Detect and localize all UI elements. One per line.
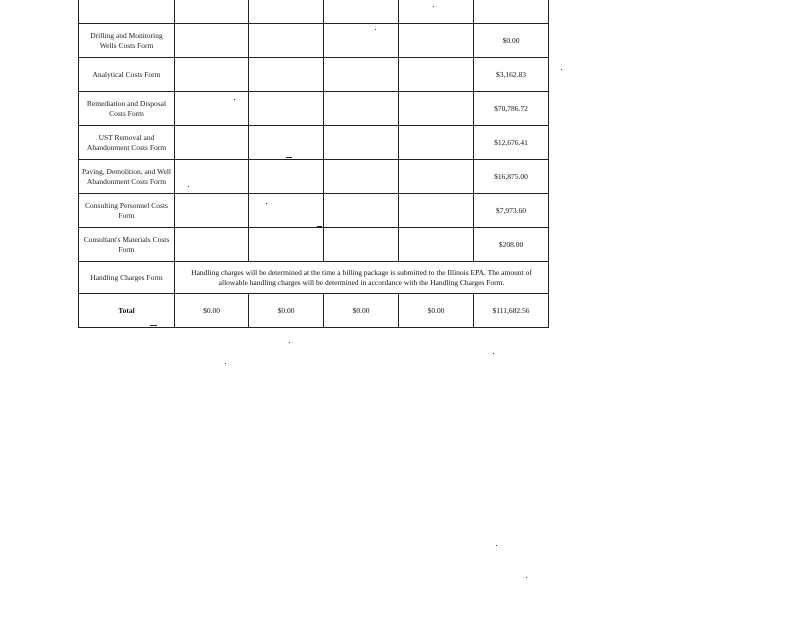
scan-dash bbox=[286, 157, 292, 158]
budget-summary-table bbox=[78, 0, 549, 328]
scan-dash bbox=[317, 226, 322, 227]
handling-charges-row bbox=[79, 262, 549, 294]
table-row bbox=[79, 160, 549, 194]
scan-speck bbox=[433, 6, 434, 7]
row-amount: $70,786.72 bbox=[474, 92, 549, 126]
table-row bbox=[79, 24, 549, 58]
row-label: Consultant's Materials Costs Form bbox=[79, 228, 175, 262]
scan-dash bbox=[150, 325, 157, 326]
handling-note: Handling charges will be determined at the time a billing package is submitted to the Illinois EPA. The amount of allowable handling charges will be determined in accordance with the Handling Charges Form. bbox=[175, 262, 549, 294]
table-row bbox=[79, 194, 549, 228]
row-label: Consulting Personnel Costs Form bbox=[79, 194, 175, 228]
scan-speck bbox=[266, 203, 267, 204]
handling-label: Handling Charges Form bbox=[79, 262, 175, 294]
row-label: Paving, Demolition, and Well Abandonment Costs Form bbox=[79, 160, 175, 194]
total-label: Total bbox=[79, 294, 175, 328]
scan-speck bbox=[496, 545, 497, 546]
row-amount: $3,162.83 bbox=[474, 58, 549, 92]
row-label: Drilling and Monitoring Wells Costs Form bbox=[79, 24, 175, 58]
row-amount: $208.00 bbox=[474, 228, 549, 262]
total-value: $0.00 bbox=[175, 294, 249, 328]
scan-speck bbox=[561, 69, 562, 70]
total-value: $0.00 bbox=[399, 294, 474, 328]
total-value: $0.00 bbox=[249, 294, 324, 328]
scan-speck bbox=[375, 29, 376, 30]
scan-speck bbox=[526, 577, 527, 578]
scan-speck bbox=[225, 363, 226, 364]
table-row bbox=[79, 92, 549, 126]
row-amount: $16,875.00 bbox=[474, 160, 549, 194]
table-row bbox=[79, 126, 549, 160]
total-value: $111,682.56 bbox=[474, 294, 549, 328]
total-row bbox=[79, 294, 549, 328]
table-row bbox=[79, 228, 549, 262]
row-amount: $12,676.41 bbox=[474, 126, 549, 160]
row-amount: $0.00 bbox=[474, 24, 549, 58]
row-label: Remediation and Disposal Costs Form bbox=[79, 92, 175, 126]
scan-speck bbox=[234, 99, 235, 100]
total-value: $0.00 bbox=[324, 294, 399, 328]
scan-speck bbox=[493, 353, 494, 354]
row-label: UST Removal and Abandonment Costs Form bbox=[79, 126, 175, 160]
table-row-top-partial bbox=[79, 0, 549, 24]
row-label: Analytical Costs Form bbox=[79, 58, 175, 92]
row-amount: $7,973.60 bbox=[474, 194, 549, 228]
table-row bbox=[79, 58, 549, 92]
scan-speck bbox=[188, 186, 189, 187]
scan-speck bbox=[289, 342, 290, 343]
